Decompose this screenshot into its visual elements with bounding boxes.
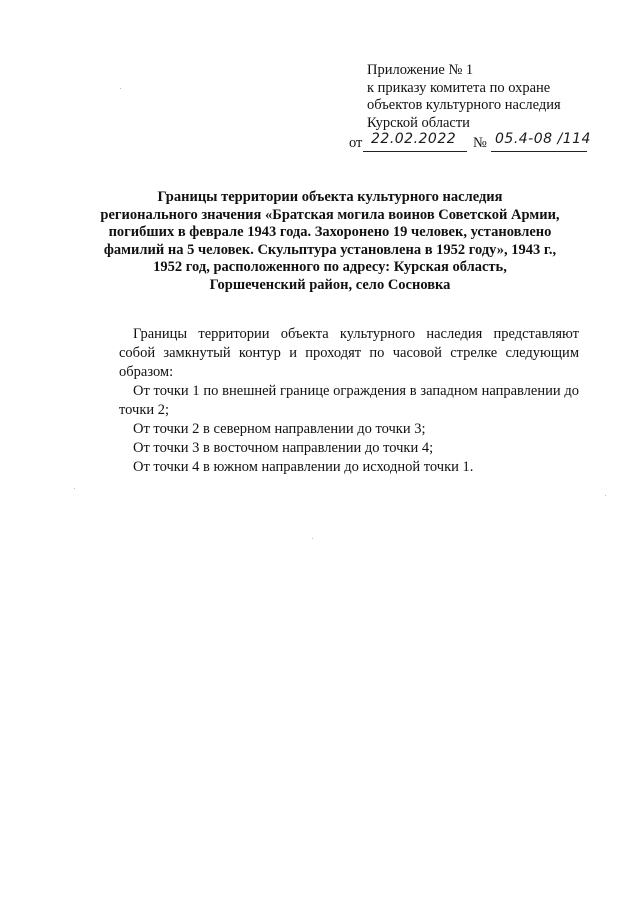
number-underline xyxy=(491,151,587,152)
boundary-point-2: От точки 2 в северном направлении до точки 3; xyxy=(133,421,426,437)
title-line: погибших в феврале 1943 года. Захоронено 19 человек, установлено xyxy=(108,224,552,240)
boundary-point-1: От точки 1 по внешней границе ограждения в западном направлении до точки 2; xyxy=(119,383,579,418)
appendix-order-reference: к приказу комитета по охране xyxy=(367,79,551,96)
appendix-region: Курской области xyxy=(367,114,470,131)
document-title xyxy=(80,189,580,294)
order-from-label: от xyxy=(349,135,363,151)
scan-speck xyxy=(312,538,313,539)
order-date-number-line xyxy=(349,133,619,155)
title-line: регионального значения «Братская могила воинов Советской Армии, xyxy=(100,206,560,223)
date-underline xyxy=(363,151,467,152)
intro-paragraph: Границы территории объекта культурного наследия представляют собой замкнутый контур и проходят по часовой стрелке следующим образом: xyxy=(119,326,579,380)
scan-speck xyxy=(120,88,121,89)
order-number-label: № xyxy=(473,135,487,151)
title-line: 1952 год, расположенного по адресу: Курская область, xyxy=(153,259,507,275)
appendix-committee: объектов культурного наследия xyxy=(367,97,561,113)
order-date-handwritten: 22.02.2022 xyxy=(371,131,457,147)
document-body xyxy=(119,325,579,477)
appendix-title: Приложение № 1 xyxy=(367,62,474,78)
scan-speck xyxy=(74,488,75,489)
appendix-header xyxy=(367,62,617,132)
title-line: фамилий на 5 человек. Скульптура установлена в 1952 году», 1943 г., xyxy=(103,241,557,258)
scan-speck xyxy=(605,495,606,496)
order-number-handwritten: 05.4-08 /114 xyxy=(495,131,591,147)
boundary-point-4: От точки 4 в южном направлении до исходной точки 1. xyxy=(133,459,474,475)
title-line: Границы территории объекта культурного наследия xyxy=(157,189,503,205)
title-line: Горшеченский район, село Сосновка xyxy=(209,276,451,293)
boundary-point-3: От точки 3 в восточном направлении до точки 4; xyxy=(133,440,434,456)
